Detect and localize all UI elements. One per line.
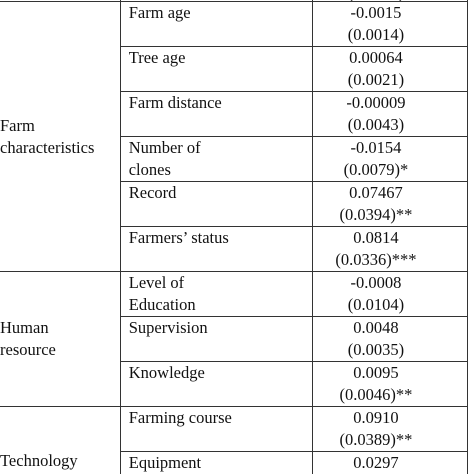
table-row [0,2,468,47]
category-human-resource: Human resource [0,272,120,407]
coefficient-cell: 0.0095 (0.0046)** [312,362,467,407]
variable-label: Farm age [120,2,312,47]
coefficient-cell: 0.0910 (0.0389)** [312,407,467,452]
coefficient-cell: 0.07467 (0.0394)** [312,182,467,227]
table-row [0,407,468,452]
coefficient-cell: 0.0048 (0.0035) [312,317,467,362]
coefficient-cell: 0.0297 [312,452,467,474]
coefficient-cell: 0.00064 (0.0021) [312,47,467,92]
variable-label: Number of clones [120,137,312,182]
variable-label: Tree age [120,47,312,92]
coefficient-cell: -0.00009 (0.0043) [312,92,467,137]
variable-label: Farming course [120,407,312,452]
coefficient-cell: -0.0008 (0.0104) [312,272,467,317]
category-farm-characteristics: Farm characteristics [0,2,120,272]
variable-label: Record [120,182,312,227]
table-row [0,272,468,317]
coefficient-cell: -0.0015 (0.0014) [312,2,467,47]
variable-label: Equipment [120,452,312,474]
variable-label: Level of Education [120,272,312,317]
coefficient-cell: 0.0814 (0.0336)*** [312,227,467,272]
variable-label: Knowledge [120,362,312,407]
variable-label: Farmers’ status [120,227,312,272]
coefficient-cell: -0.0154 (0.0079)* [312,137,467,182]
variable-label: Supervision [120,317,312,362]
variable-label: Farm distance [120,92,312,137]
category-technology: Technology [0,407,120,474]
